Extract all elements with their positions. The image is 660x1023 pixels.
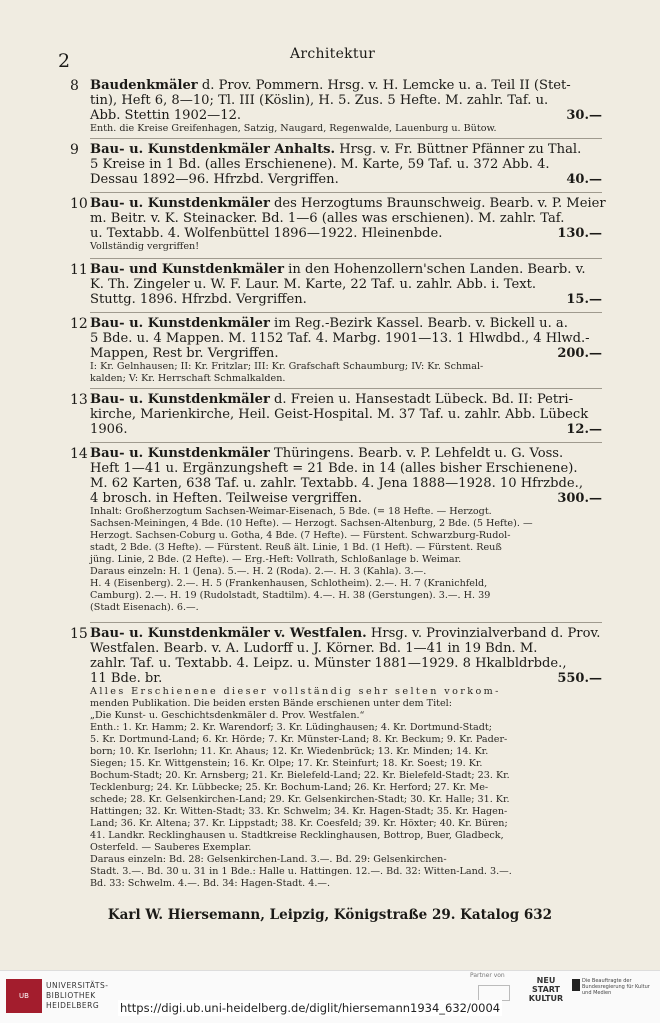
running-head: Architektur: [290, 46, 376, 62]
entry-line: 1906. 12.—: [90, 422, 602, 437]
catalog-entry: [70, 446, 602, 614]
library-name: UNIVERSITÄTS- BIBLIOTHEK HEIDELBERG: [46, 981, 109, 1010]
entry-number: 14: [70, 446, 88, 462]
entry-number: 15: [70, 626, 88, 642]
catalog-entry: [70, 392, 602, 437]
price: 12.—: [566, 422, 602, 437]
entry-note: 41. Landkr. Recklinghausen u. Stadtkreise Recklinghausen, Bottrop, Buer, Gladbeck,: [90, 830, 504, 841]
entry-line: Bau- und Kunstdenkmäler in den Hohenzollern'schen Landen. Bearb. v.: [90, 262, 586, 277]
entry-note: Inhalt: Großherzogtum Sachsen-Weimar-Eisenach, 5 Bde. (= 18 Hefte. — Herzogt.: [90, 506, 492, 517]
entry-note: I: Kr. Gelnhausen; II: Kr. Fritzlar; III: Kr. Grafschaft Schaumburg; IV: Kr. Schmal-: [90, 361, 484, 372]
entry-line: Mappen, Rest br. Vergriffen. 200.—: [90, 346, 602, 361]
publisher-footer: Karl W. Hiersemann, Leipzig, Königstraße 29. Katalog 632: [107, 907, 553, 923]
entry-line: Westfalen. Bearb. v. A. Ludorff u. J. Körner. Bd. 1—41 in 19 Bdn. M.: [90, 641, 538, 656]
entry-note: H. 4 (Eisenberg). 2.—. H. 5 (Frankenhausen, Schlotheim). 2.—. H. 7 (Kranichfeld,: [90, 578, 488, 589]
entry-note: Enth.: 1. Kr. Hamm; 2. Kr. Warendorf; 3. Kr. Lüdinghausen; 4. Kr. Dortmund-Stadt;: [90, 722, 492, 733]
entry-line: u. Textabb. 4. Wolfenbüttel 1896—1922. Hleinenbde. 130.—: [90, 226, 602, 241]
catalog-entry: [70, 316, 602, 385]
divider: [90, 622, 602, 623]
divider: [90, 312, 602, 313]
entry-line: Abb. Stettin 1902—12. 30.—: [90, 108, 602, 123]
entry-note: (Stadt Eisenach). 6.—.: [90, 602, 199, 613]
entry-note: 5. Kr. Dortmund-Land; 6. Kr. Hörde; 7. Kr. Münster-Land; 8. Kr. Beckum; 9. Kr. Pader-: [90, 734, 508, 745]
price: 40.—: [566, 172, 602, 187]
entry-number: 12: [70, 316, 88, 332]
entry-note: Siegen; 15. Kr. Wittgenstein; 16. Kr. Olpe; 17. Kr. Steinfurt; 18. Kr. Soest; 19. Kr.: [90, 758, 483, 769]
entry-line: m. Beitr. v. K. Steinacker. Bd. 1—6 (alles was erschienen). M. zahlr. Taf.: [90, 211, 565, 226]
entry-note: Enth. die Kreise Greifenhagen, Satzig, Naugard, Regenwalde, Lauenburg u. Bütow.: [90, 123, 497, 134]
entry-note: schede; 28. Kr. Gelsenkirchen-Land; 29. Kr. Gelsenkirchen-Stadt; 30. Kr. Halle; 31. Kr.: [90, 794, 510, 805]
divider: [90, 192, 602, 193]
price: 15.—: [566, 292, 602, 307]
catalog-entry: [70, 78, 602, 135]
entry-line: tin), Heft 6, 8—10; Tl. III (Köslin), H. 5. Zus. 5 Hefte. M. zahlr. Taf. u.: [90, 93, 549, 108]
price: 300.—: [557, 491, 602, 506]
divider: [90, 388, 602, 389]
entry-number: 13: [70, 392, 88, 408]
entry-number: 8: [70, 78, 79, 94]
partner-logo-icon[interactable]: [478, 985, 510, 1001]
catalog-entry: [70, 626, 602, 890]
catalog-entry: [70, 196, 606, 253]
entry-note: Land; 36. Kr. Altena; 37. Kr. Lippstadt; 38. Kr. Coesfeld; 39. Kr. Höxter; 40. Kr. Büren;: [90, 818, 508, 829]
entry-note: Hattingen; 32. Kr. Witten-Stadt; 33. Kr. Schwelm; 34. Kr. Hagen-Stadt; 35. Kr. Hagen-: [90, 806, 508, 817]
price: 200.—: [557, 346, 602, 361]
partner-label: Partner von: [470, 972, 505, 979]
entry-note: Alles Erschienene dieser vollständig sehr selten vorkom-: [90, 686, 501, 697]
entry-line: M. 62 Karten, 638 Taf. u. zahlr. Textabb. 4. Jena 1888—1928. 10 Hfrzbde.,: [90, 476, 583, 491]
entry-line: zahlr. Taf. u. Textabb. 4. Leipz. u. Münster 1881—1929. 8 Hkalbldrbde.,: [90, 656, 567, 671]
entry-line: Bau- u. Kunstdenkmäler Anhalts. Hrsg. v. Fr. Büttner Pfänner zu Thal.: [90, 142, 582, 157]
price: 550.—: [557, 671, 602, 686]
entry-note: menden Publikation. Die beiden ersten Bände erschienen unter dem Titel:: [90, 698, 452, 709]
entry-note: Sachsen-Meiningen, 4 Bde. (10 Hefte). — Herzogt. Sachsen-Altenburg, 2 Bde. (5 Hefte). —: [90, 518, 533, 529]
divider: [90, 442, 602, 443]
entry-note: Daraus einzeln: Bd. 28: Gelsenkirchen-Land. 3.—. Bd. 29: Gelsenkirchen-: [90, 854, 447, 865]
catalog-entry: [70, 142, 602, 187]
price: 30.—: [566, 108, 602, 123]
entry-note: born; 10. Kr. Iserlohn; 11. Kr. Ahaus; 12. Kr. Wiedenbrück; 13. Kr. Minden; 14. Kr.: [90, 746, 489, 757]
entry-number: 10: [70, 196, 88, 212]
entry-note: Camburg). 2.—. H. 19 (Rudolstadt, Stadtilm). 4.—. H. 38 (Gerstungen). 3.—. H. 39: [90, 590, 491, 601]
entry-note: Herzogt. Sachsen-Coburg u. Gotha, 4 Bde. (7 Hefte). — Fürstent. Schwarzburg-Rudol-: [90, 530, 511, 541]
entry-number: 11: [70, 262, 88, 278]
entry-line: Baudenkmäler d. Prov. Pommern. Hrsg. v. H. Lemcke u. a. Teil II (Stet-: [90, 78, 571, 93]
entry-line: K. Th. Zingeler u. W. F. Laur. M. Karte, 22 Taf. u. zahlr. Abb. i. Text.: [90, 277, 537, 292]
entry-line: 11 Bde. br. 550.—: [90, 671, 602, 686]
entry-line: Bau- u. Kunstdenkmäler im Reg.-Bezirk Kassel. Bearb. v. Bickell u. a.: [90, 316, 568, 331]
entry-line: Stuttg. 1896. Hfrzbd. Vergriffen. 15.—: [90, 292, 602, 307]
entry-note: Stadt. 3.—. Bd. 30 u. 31 in 1 Bde.: Halle u. Hattingen. 12.—. Bd. 32: Witten-Land. 3.—.: [90, 866, 512, 877]
entry-line: Dessau 1892—96. Hfrzbd. Vergriffen. 40.—: [90, 172, 602, 187]
entry-note: kalden; V: Kr. Herrschaft Schmalkalden.: [90, 373, 286, 384]
entry-note: Daraus einzeln: H. 1 (Jena). 5.—. H. 2 (Roda). 2.—. H. 3 (Kahla). 3.—.: [90, 566, 427, 577]
entry-line: Bau- u. Kunstdenkmäler Thüringens. Bearb. v. P. Lehfeldt u. G. Voss.: [90, 446, 564, 461]
catalog-entry: [70, 262, 602, 307]
entry-line: Bau- u. Kunstdenkmäler d. Freien u. Hansestadt Lübeck. Bd. II: Petri-: [90, 392, 574, 407]
entry-line: kirche, Marienkirche, Heil. Geist-Hospital. M. 37 Taf. u. zahlr. Abb. Lübeck: [90, 407, 589, 422]
entry-note: Osterfeld. — Sauberes Exemplar.: [90, 842, 252, 853]
entry-line: Bau- u. Kunstdenkmäler des Herzogtums Braunschweig. Bearb. v. P. Meier: [90, 196, 606, 211]
divider: [90, 138, 602, 139]
entry-line: 4 brosch. in Heften. Teilweise vergriffen. 300.—: [90, 491, 602, 506]
entry-note: Bd. 33: Schwelm. 4.—. Bd. 34: Hagen-Stadt. 4.—.: [90, 878, 331, 889]
entry-note: „Die Kunst- u. Geschichtsdenkmäler d. Prov. Westfalen.“: [90, 710, 365, 721]
university-logo-icon[interactable]: UB: [6, 979, 42, 1013]
entry-note: stadt, 2 Bde. (3 Hefte). — Fürstent. Reuß ält. Linie, 1 Bd. (1 Heft). — Fürstent. Reuß: [90, 542, 502, 553]
entry-line: 5 Kreise in 1 Bd. (alles Erschienene). M. Karte, 59 Taf. u. 372 Abb. 4.: [90, 157, 550, 172]
entry-note: Vollständig vergriffen!: [90, 241, 200, 252]
entry-line: Heft 1—41 u. Ergänzungsheft = 21 Bde. in 14 (alles bisher Erschienene).: [90, 461, 578, 476]
entry-number: 9: [70, 142, 79, 158]
federal-eagle-icon: [572, 979, 580, 991]
funding-note: Die Beauftragte der Bundesregierung für Kultur und Medien: [582, 978, 650, 996]
price: 130.—: [557, 226, 602, 241]
page-url[interactable]: https://digi.ub.uni-heidelberg.de/diglit/hiersemann1934_632/0004: [120, 1001, 501, 1015]
entry-note: jüng. Linie, 2 Bde. (2 Hefte). — Erg.-Heft: Vollrath, Schloßanlage b. Weimar.: [90, 554, 462, 565]
divider: [90, 258, 602, 259]
entry-note: Tecklenburg; 24. Kr. Lübbecke; 25. Kr. Bochum-Land; 26. Kr. Herford; 27. Kr. Me-: [90, 782, 489, 793]
entry-note: Bochum-Stadt; 20. Kr. Arnsberg; 21. Kr. Bielefeld-Land; 22. Kr. Bielefeld-Stadt; 23. Kr.: [90, 770, 510, 781]
entry-line: Bau- u. Kunstdenkmäler v. Westfalen. Hrsg. v. Provinzialverband d. Prov.: [90, 626, 601, 641]
entry-line: 5 Bde. u. 4 Mappen. M. 1152 Taf. 4. Marbg. 1901—13. 1 Hlwdbd., 4 Hlwd.-: [90, 331, 590, 346]
neustart-kultur-logo[interactable]: NEU START KULTUR: [528, 976, 564, 1003]
page-number: 2: [58, 50, 71, 72]
